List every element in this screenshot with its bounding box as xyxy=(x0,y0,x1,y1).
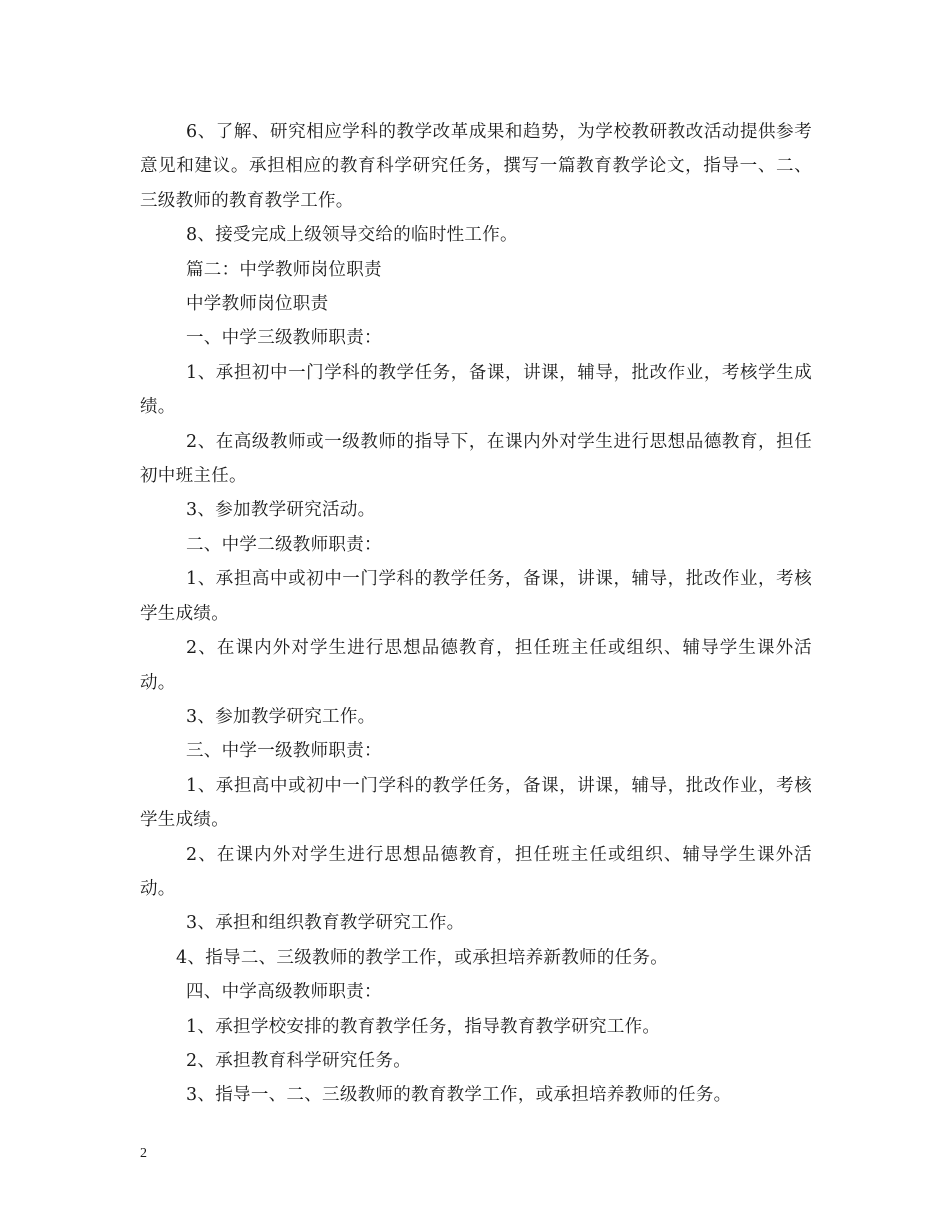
section-heading: 一、中学三级教师职责： xyxy=(186,328,382,349)
paragraph: 6、了解、研究相应学科的教学改革成果和趋势，为学校教研教改活动提供参考意见和建议。承担相应的教育科学研究任务，撰写一篇教育教学论文，指导一、二、三级教师的教育教学工作。 xyxy=(140,122,812,211)
paragraph: 1、承担高中或初中一门学科的教学任务，备课，讲课，辅导，批改作业，考核学生成绩。 xyxy=(140,775,812,831)
section-heading: 二、中学二级教师职责： xyxy=(186,534,382,555)
paragraph: 3、参加教学研究工作。 xyxy=(186,706,376,727)
paragraph: 1、承担学校安排的教育教学任务，指导教育教学研究工作。 xyxy=(186,1016,661,1037)
section-heading: 三、中学一级教师职责： xyxy=(186,741,382,762)
paragraph: 2、在课内外对学生进行思想品德教育，担任班主任或组织、辅导学生课外活动。 xyxy=(140,844,812,899)
paragraph: 8、接受完成上级领导交给的临时性工作。 xyxy=(186,225,518,246)
paragraph: 4、指导二、三级教师的教学工作，或承担培养新教师的任务。 xyxy=(176,947,669,968)
paragraph: 2、承担教育科学研究任务。 xyxy=(186,1050,412,1071)
paragraph: 1、承担初中一门学科的教学任务，备课，讲课，辅导，批改作业，考核学生成绩。 xyxy=(140,362,812,418)
document-body xyxy=(140,115,812,1113)
section-title: 篇二：中学教师岗位职责 xyxy=(186,259,382,280)
section-heading: 四、中学高级教师职责： xyxy=(186,982,382,1003)
paragraph: 3、参加教学研究活动。 xyxy=(186,500,376,521)
paragraph: 3、承担和组织教育教学研究工作。 xyxy=(186,913,465,934)
page-number: 2 xyxy=(140,1146,147,1161)
document-heading: 中学教师岗位职责 xyxy=(186,294,329,315)
paragraph: 2、在课内外对学生进行思想品德教育，担任班主任或组织、辅导学生课外活动。 xyxy=(140,638,812,693)
paragraph: 3、指导一、二、三级教师的教育教学工作，或承担培养教师的任务。 xyxy=(186,1085,732,1106)
paragraph: 2、在高级教师或一级教师的指导下，在课内外对学生进行思想品德教育，担任初中班主任。 xyxy=(140,431,812,487)
paragraph: 1、承担高中或初中一门学科的教学任务，备课，讲课，辅导，批改作业，考核学生成绩。 xyxy=(140,569,812,624)
